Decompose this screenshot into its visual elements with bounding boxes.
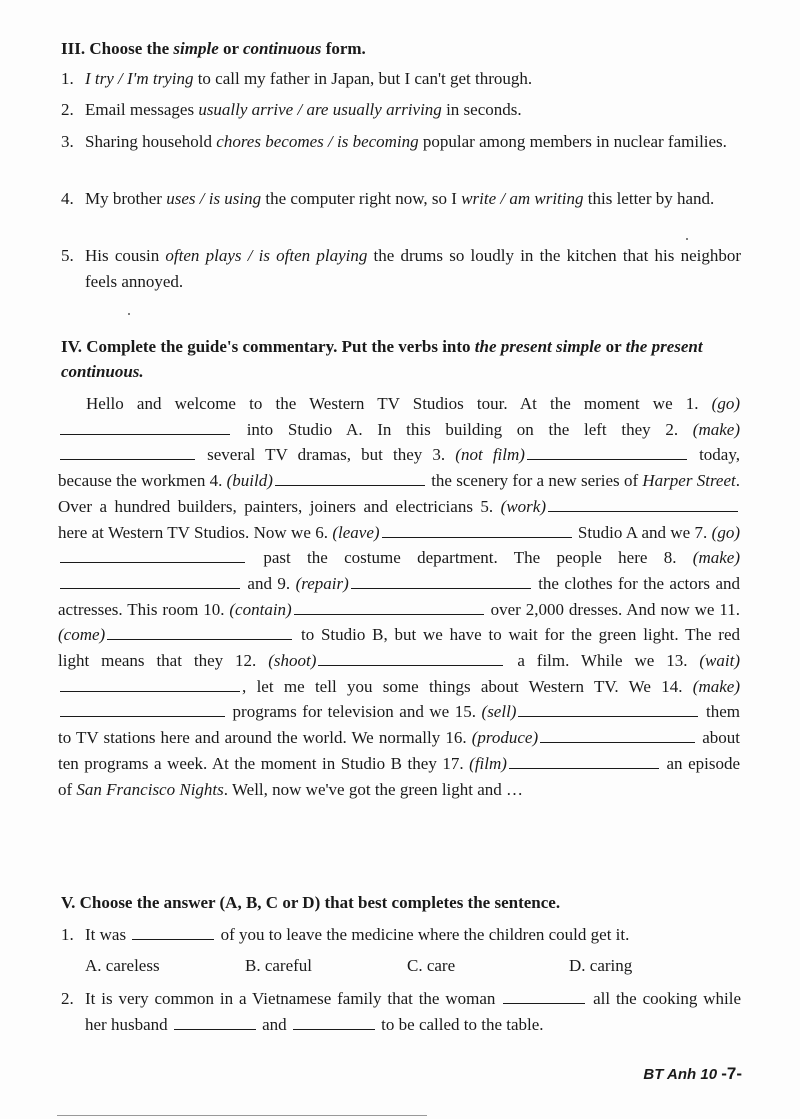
section-5-question-2: 2. It is very common in a Vietnamese family that the woman all the cooking while her husband and to be called to the table. xyxy=(61,989,741,1034)
blank-17[interactable] xyxy=(509,753,659,769)
page-number: -7- xyxy=(721,1064,742,1083)
blank-8[interactable] xyxy=(60,573,240,589)
book-label: BT Anh 10 xyxy=(643,1066,718,1083)
blank-4[interactable] xyxy=(275,470,425,486)
blank-1[interactable] xyxy=(60,419,230,435)
blank-3[interactable] xyxy=(527,444,687,460)
section-3-item-4: 4. My brother uses / is using the computer right now, so I write / am writing this letter by hand. xyxy=(61,189,715,208)
option-d[interactable]: D. caring xyxy=(569,956,633,975)
blank-15[interactable] xyxy=(518,701,698,717)
blank-13[interactable] xyxy=(60,676,240,692)
blank-10[interactable] xyxy=(294,599,484,615)
q1-blank[interactable] xyxy=(132,924,214,940)
blank-7[interactable] xyxy=(60,547,245,563)
section-3-item-5: 5. His cousin often plays / is often playing the drums so loudly in the kitchen that his neighbor feels annoyed. xyxy=(61,246,741,291)
blank-2[interactable] xyxy=(60,444,195,460)
blank-9[interactable] xyxy=(351,573,531,589)
section-3-heading: III. Choose the simple or continuous form. xyxy=(61,39,366,58)
guide-commentary: Hello and welcome to the Western TV Studios tour. At the moment we 1. (go) into Studio A. In this building on the left they 2. (make) several TV dramas, but they 3. (not film) today, because the workmen 4. (build) the scenery for a new series of Harper Street. Over a hundred builders, painters, joiners and electricians 5. (work) here at Western TV Studios. Now we 6. (leave) Studio A and we 7. (go) past the costume department. The people here 8. (make) and 9. (repair) the clothes for the actors and actresses. This room 10. (contain) over 2,000 dresses. And now we 11. (come) to Studio B, but we have to wait for the green light. The red light means that they 12. (shoot) a film. While we 13. (wait), let me tell you some things about Western TV. We 14. (make) programs for television and we 15. (sell) them to TV stations here and around the world. We normally 16. (produce) about ten programs a week. At the moment in Studio B they 17. (film) an episode of San Francisco Nights. Well, now we've got the green light and … xyxy=(58,394,740,799)
section-3-item-3: 3. Sharing household chores becomes / is becoming popular among members in nuclear families. xyxy=(61,132,727,151)
option-c[interactable]: C. care xyxy=(407,956,456,975)
blank-5[interactable] xyxy=(548,496,738,512)
blank-14[interactable] xyxy=(60,701,225,717)
scan-speck xyxy=(686,238,688,240)
blank-16[interactable] xyxy=(540,727,695,743)
q2-blank-3[interactable] xyxy=(293,1014,375,1030)
option-a[interactable]: A. careless xyxy=(85,956,160,975)
q2-blank-1[interactable] xyxy=(503,988,585,1004)
q2-blank-2[interactable] xyxy=(174,1014,256,1030)
blank-6[interactable] xyxy=(382,522,572,538)
section-3-item-2: 2. Email messages usually arrive / are usually arriving in seconds. xyxy=(61,100,522,119)
bottom-edge-line xyxy=(57,1115,427,1116)
blank-12[interactable] xyxy=(318,650,503,666)
section-5-heading: V. Choose the answer (A, B, C or D) that best completes the sentence. xyxy=(61,893,561,912)
section-3-item-1: 1. I try / I'm trying to call my father in Japan, but I can't get through. xyxy=(61,69,533,88)
option-b[interactable]: B. careful xyxy=(245,956,313,975)
page-footer xyxy=(643,1064,742,1084)
section-5-question-1: 1. It was of you to leave the medicine where the children could get it. xyxy=(61,925,630,944)
scan-speck xyxy=(128,313,130,315)
blank-11[interactable] xyxy=(107,624,292,640)
section-4-heading: IV. Complete the guide's commentary. Put the verbs into the present simple or the present continuous. xyxy=(61,337,703,381)
